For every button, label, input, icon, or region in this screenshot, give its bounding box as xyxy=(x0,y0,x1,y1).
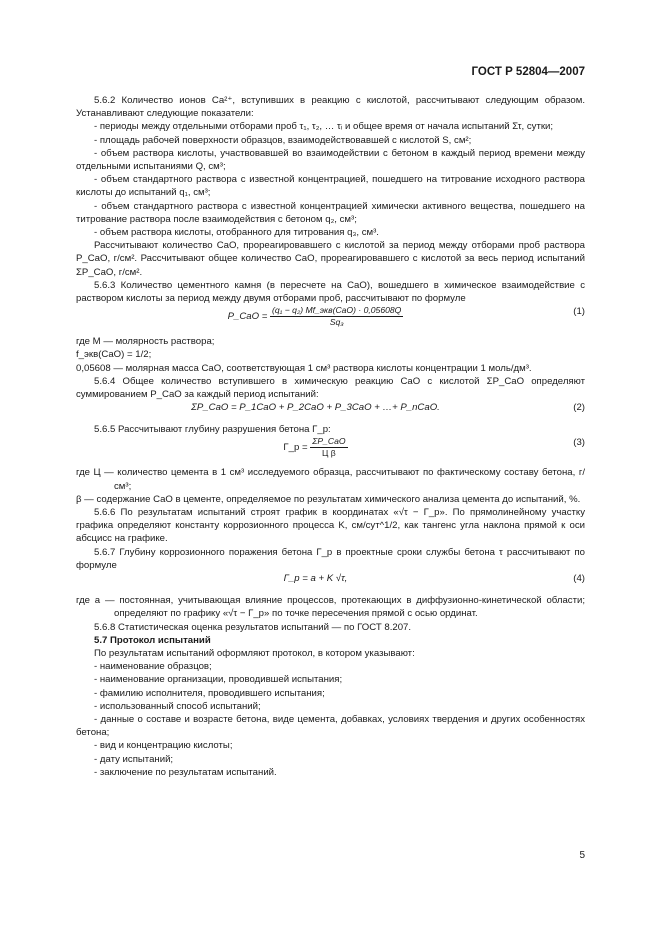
formula-3-lhs: Г_р = xyxy=(283,442,308,454)
where-molarity: где M — молярность раствора; xyxy=(76,336,215,348)
s57-item-4: - использованный способ испытаний; xyxy=(94,700,261,712)
s563-text: 5.6.3 Количество цементного камня (в пересчете на CaO), вошедшего в химическое взаимодействие с раствором кислоты за период между двумя отборами проб, рассчитывают по формуле xyxy=(76,279,585,305)
s562-item-1: - периоды между отдельными отборами проб τ₁, τ₂, … τᵢ и общее время от начала испытаний Στ, сутки; xyxy=(94,121,554,133)
s565-text: 5.6.5 Рассчитывают глубину разрушения бетона Г_р: xyxy=(94,424,331,436)
where-a: где a — постоянная, учитывающая влияние процессов, протекающих в диффузионно-кинетической области; определяют по графику «√τ − Г_р» по точке пересечения прямой с осью ординат. xyxy=(76,595,585,620)
document-body xyxy=(76,94,585,779)
s567-text: 5.6.7 Глубину коррозионного поражения бетона Г_р в проектные сроки службы бетона τ рассчитывают по формуле xyxy=(76,546,585,571)
formula-4-number: (4) xyxy=(573,573,585,585)
s57-item-6: - вид и концентрацию кислоты; xyxy=(94,740,233,752)
formula-4-expression: Г_р = a + K √τ, xyxy=(283,573,348,585)
formula-1-denominator: Sq₃ xyxy=(329,317,344,328)
formula-3 xyxy=(76,436,585,466)
page-number: 5 xyxy=(579,850,585,861)
s57-item-8: - заключение по результатам испытаний. xyxy=(94,766,277,778)
s562-item-2: - площадь рабочей поверхности образцов, взаимодействовавшей с кислотой S, см²; xyxy=(94,134,472,146)
s57-item-2: - наименование организации, проводившей испытания; xyxy=(94,674,343,686)
formula-1-number: (1) xyxy=(573,306,585,318)
formula-1-fraction xyxy=(270,305,403,328)
s57-item-5: - данные о составе и возрасте бетона, виде цемента, добавках, условиях твердения и других особенностях бетона; xyxy=(76,713,585,739)
s562-item-6: - объем раствора кислоты, отобранного для титрования q₃, см³. xyxy=(94,227,379,239)
formula-4 xyxy=(76,572,585,594)
s57-title: 5.7 Протокол испытаний xyxy=(94,634,211,646)
formula-3-fraction xyxy=(310,436,347,459)
formula-1-numerator: (q₁ − q₂) Mf_экв(CaO) · 0,05608Q xyxy=(272,305,402,316)
s562-item-4: - объем стандартного раствора с известной концентрацией, пошедшего на титрование исходного раствора кислоты до испытаний q₁, см³; xyxy=(76,174,585,199)
where-molar-mass: 0,05608 — молярная масса CaO, соответствующая 1 см³ раствора кислоты концентрации 1 моль/дм³. xyxy=(76,362,532,374)
s57-item-7: - дату испытаний; xyxy=(94,753,174,765)
formula-3-numerator: ΣP_CaO xyxy=(312,436,346,447)
formula-3-denominator: Ц β xyxy=(322,448,336,459)
formula-2-number: (2) xyxy=(573,402,585,414)
s57-intro: По результатам испытаний оформляют протокол, в котором указывают: xyxy=(94,647,415,659)
s57-item-1: - наименование образцов; xyxy=(94,661,212,673)
s564-text: 5.6.4 Общее количество вступившего в химическую реакцию CaO с кислотой ΣP_CaO определяют суммированием P_CaO за каждый период испытаний: xyxy=(76,375,585,401)
s568-text: 5.6.8 Статистическая оценка результатов испытаний — по ГОСТ 8.207. xyxy=(94,621,412,633)
formula-2-expression: ΣP_CaO = P_1CaO + P_2CaO + P_3CaO + …+ P_nCaO. xyxy=(191,402,440,414)
doc-code-header: ГОСТ Р 52804—2007 xyxy=(471,66,585,78)
where-f-eq: f_экв(CaO) = 1/2; xyxy=(76,349,152,361)
where-beta: β — содержание CaO в цементе, определяемое по результатам химического анализа цемента до испытаний, %. xyxy=(76,493,581,505)
s562-item-3: - объем раствора кислоты, участвовавшей во взаимодействии с бетоном в каждый период времени между отдельными испытаниями Q, см³; xyxy=(76,147,585,173)
s562-calc: Рассчитывают количество CaO, прореагировавшего с кислотой за период между отборами проб раствора P_CaO, г/см². Рассчитывают общее количество CaO, прореагировавшего с кислотой за весь период испытаний ΣP_CaO, г/см². xyxy=(76,240,585,278)
formula-2 xyxy=(76,401,585,423)
where-cement: где Ц — количество цемента в 1 см³ исследуемого образца, рассчитывают по фактическому составу бетона, г/см³; xyxy=(76,467,585,492)
s562-intro: 5.6.2 Количество ионов Ca²⁺, вступивших в реакцию с кислотой, рассчитывают следующим образом. Устанавливают следующие показатели: xyxy=(76,95,585,120)
s562-item-5: - объем стандартного раствора с известной концентрацией химически активного вещества, пошедшего на титрование раствора после взаимодействия с бетоном q₂, см³; xyxy=(76,200,585,225)
formula-3-number: (3) xyxy=(573,437,585,449)
s57-item-3: - фамилию исполнителя, проводившего испытания; xyxy=(94,687,325,699)
s566-text: 5.6.6 По результатам испытаний строят график в координатах «√τ − Г_р». По прямолинейному участку графика определяют константу коррозионного процесса K, см/сут^1/2, как тангенс угла наклона прямой к оси абсцисс на графике. xyxy=(76,507,585,545)
formula-1-lhs: P_CaO = xyxy=(227,311,268,323)
formula-1 xyxy=(76,305,585,335)
